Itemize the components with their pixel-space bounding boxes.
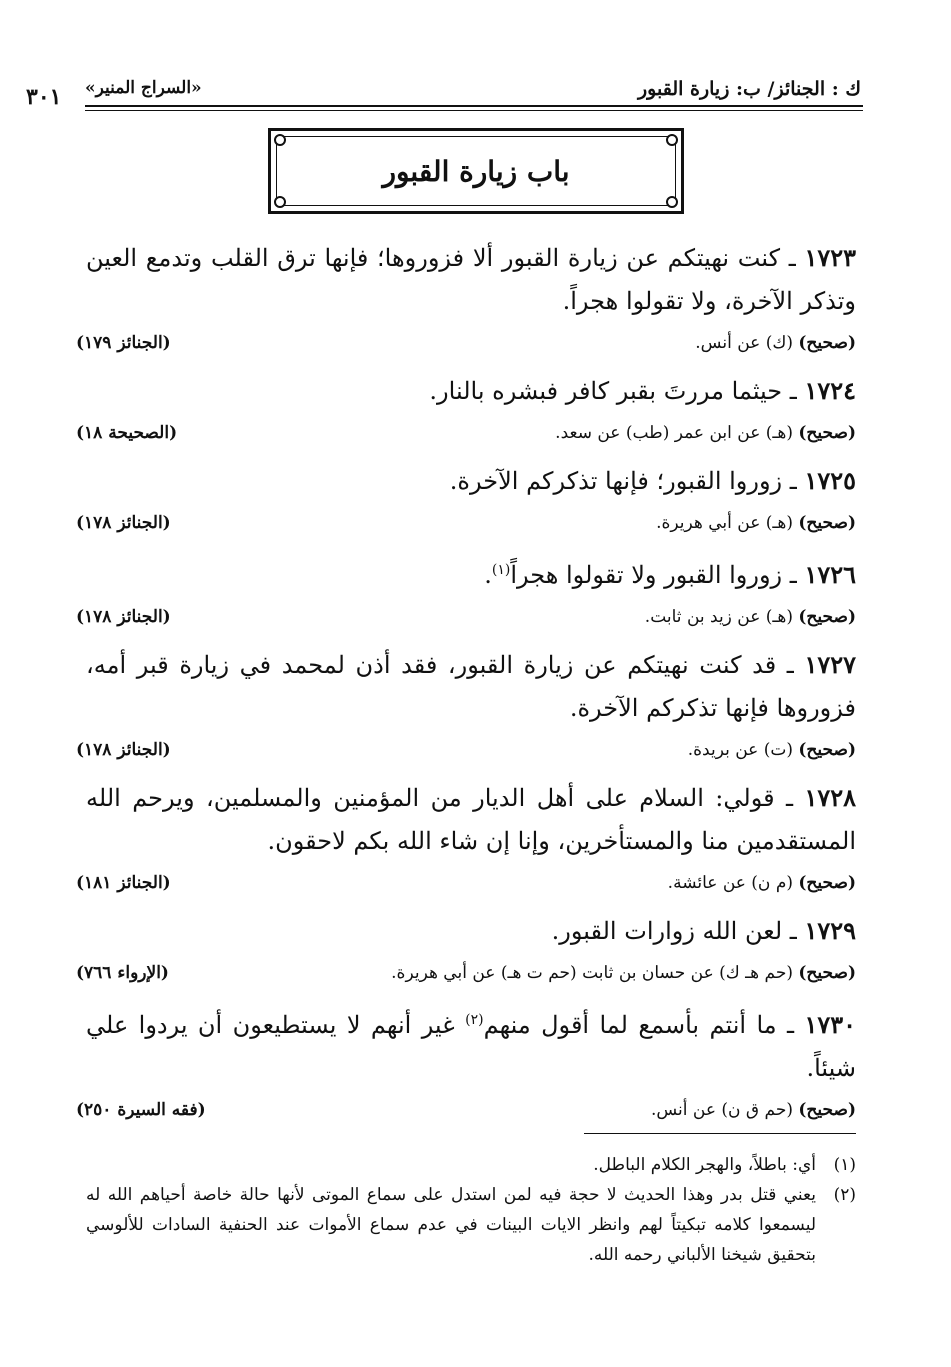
chapter-frame [268, 128, 684, 214]
hadith-number: ١٧٢٣ [804, 243, 856, 272]
hadith-number: ١٧٢٥ [804, 466, 856, 495]
footnote [86, 1180, 856, 1270]
hadith-grade: (صحيح) [798, 873, 856, 893]
footnote-marker[interactable]: (٢) [465, 1012, 484, 1028]
hadith-number: ١٧٢٤ [804, 376, 856, 405]
hadith-reference: (الجنائز ١٧٩) [76, 333, 171, 353]
hadith-text-end: . [484, 561, 492, 589]
hadith-text: كنت نهيتكم عن زيارة القبور ألا فزوروها؛ فإنها ترق القلب وتدمع العين وتذكر الآخرة، ولا تقولوا هجراً. [86, 244, 856, 315]
hadith-text: لعن الله زوارات القبور. [551, 917, 783, 945]
hadith-entry: ١٧٢٧ ـ قد كنت نهيتكم عن زيارة القبور، فقد أذن لمحمد في زيارة قبر أمه، فزوروها فإنها تذكركم الآخرة. (صحيح) (ت) عن بريدة. (الجنائز ١٧٨) [76, 650, 856, 760]
hadith-sources: (ك) عن أنس. [695, 333, 793, 353]
frame-corner-ornament [666, 196, 678, 208]
hadith-text: زوروا القبور ولا تقولوا هجراً [510, 561, 783, 589]
hadith-grade: (صحيح) [798, 963, 856, 983]
footnote-text: أي: باطلاً، والهجر الكلام الباطل. [593, 1155, 816, 1175]
hadith-grade: (صحيح) [798, 333, 856, 353]
book-title: «السراج المنير» [85, 78, 202, 98]
hadith-entry: ١٧٢٨ ـ قولي: السلام على أهل الديار من المؤمنين والمسلمين، ويرحم الله المستقدمين منا والمستأخرين، وإنا إن شاء الله بكم لاحقون. (صحيح) (م ن) عن عائشة. (الجنائز ١٨١) [76, 783, 857, 893]
hadith-reference: (الجنائز ١٨١) [76, 873, 171, 893]
page-number: ٣٠١ [26, 84, 62, 110]
hadith-sources: (هـ) عن ابن عمر (طب) عن سعد. [555, 423, 793, 443]
hadith-number: ١٧٣٠ [804, 1010, 856, 1039]
hadith-grade: (صحيح) [798, 423, 856, 443]
chapter-reference: ك : الجنائز/ ب: زيارة القبور [638, 78, 861, 100]
hadith-number: ١٧٢٧ [804, 650, 856, 679]
footnotes [86, 1150, 856, 1270]
frame-corner-ornament [274, 196, 286, 208]
hadith-entry: ١٧٢٥ ـ زوروا القبور؛ فإنها تذكركم الآخرة. (صحيح) (هـ) عن أبي هريرة. (الجنائز ١٧٨) [76, 466, 856, 533]
hadith-number: ١٧٢٩ [804, 916, 856, 945]
hadith-number: ١٧٢٨ [804, 783, 857, 812]
running-header [0, 78, 951, 110]
hadith-reference: (الجنائز ١٧٨) [76, 607, 171, 627]
hadith-reference: (فقه السيرة ٢٥٠) [76, 1100, 206, 1120]
hadith-entry: ١٧٢٣ ـ كنت نهيتكم عن زيارة القبور ألا فزوروها؛ فإنها ترق القلب وتدمع العين وتذكر الآخرة، ولا تقولوا هجراً. (صحيح) (ك) عن أنس. (الجنائز ١٧٩) [76, 243, 856, 353]
hadith-reference: (الجنائز ١٧٨) [76, 513, 171, 533]
hadith-text-end: غير أنهم لا يستطيعون أن يردوا علي شيئاً. [86, 1011, 856, 1082]
hadith-sources: (حم هـ ك) عن حسان بن ثابت (حم ت هـ) عن أبي هريرة. [391, 963, 793, 983]
hadith-entry: ١٧٢٤ ـ حيثما مررتَ بقبر كافر فبشره بالنار. (صحيح) (هـ) عن ابن عمر (طب) عن سعد. (الصحيحة ١٨) [76, 376, 856, 443]
hadith-grade: (صحيح) [798, 740, 856, 760]
chapter-title: باب زيارة القبور [382, 154, 570, 188]
hadith-text: ما أنتم بأسمع لما أقول منهم [483, 1011, 777, 1039]
hadith-reference: (الإرواء ٧٦٦) [76, 963, 169, 983]
hadith-number: ١٧٢٦ [804, 560, 856, 589]
chapter-frame-inner [276, 136, 676, 206]
hadith-entry: ١٧٢٩ ـ لعن الله زوارات القبور. (صحيح) (حم هـ ك) عن حسان بن ثابت (حم ت هـ) عن أبي هريرة. (الإرواء ٧٦٦) [76, 916, 856, 983]
hadith-list [76, 236, 857, 1136]
header-rule-thin [85, 110, 863, 111]
hadith-sources: (م ن) عن عائشة. [667, 873, 793, 893]
hadith-grade: (صحيح) [798, 513, 856, 533]
hadith-text: حيثما مررتَ بقبر كافر فبشره بالنار. [429, 377, 783, 405]
header-rule [85, 105, 863, 107]
hadith-text: زوروا القبور؛ فإنها تذكركم الآخرة. [449, 467, 783, 495]
hadith-reference: (الجنائز ١٧٨) [76, 740, 171, 760]
footnote-separator [584, 1133, 856, 1134]
hadith-sources: (هـ) عن زيد بن ثابت. [644, 607, 793, 627]
hadith-sources: (هـ) عن أبي هريرة. [656, 513, 793, 533]
footnote-number: (١) [833, 1155, 856, 1175]
frame-corner-ornament [274, 134, 286, 146]
hadith-text: قد كنت نهيتكم عن زيارة القبور، فقد أذن لمحمد في زيارة قبر أمه، فزوروها فإنها تذكركم الآخرة. [86, 651, 856, 722]
footnote-number: (٢) [833, 1185, 856, 1205]
footnote [86, 1150, 856, 1180]
footnote-marker[interactable]: (١) [491, 562, 511, 578]
hadith-sources: (ت) عن بريدة. [687, 740, 793, 760]
hadith-grade: (صحيح) [798, 607, 856, 627]
frame-corner-ornament [666, 134, 678, 146]
footnote-text: يعني قتل بدر وهذا الحديث لا حجة فيه لمن استدل على سماع الموتى لأنها حالة خاصة أحياهم الله له ليسمعوا كلامه تبكيتاً لهم وانظر الايات البينات في عدم سماع الأموات عند الحنفية السادات للألوسي بتحقيق شيخنا الألباني رحمه الله. [86, 1185, 816, 1265]
hadith-text: قولي: السلام على أهل الديار من المؤمنين والمسلمين، ويرحم الله المستقدمين منا والمستأخرين، وإنا إن شاء الله بكم لاحقون. [86, 784, 856, 855]
hadith-entry: ١٧٢٦ ـ زوروا القبور ولا تقولوا هجراً$^{(١)}$. (صحيح) (هـ) عن زيد بن ثابت. (الجنائز ١٧٨) [76, 560, 856, 627]
hadith-entry: ١٧٣٠ ـ ما أنتم بأسمع لما أقول منهم$^{(٢)}$ غير أنهم لا يستطيعون أن يردوا علي شيئاً. (صحيح) (حم ق ن) عن أنس. (فقه السيرة ٢٥٠) [76, 1010, 856, 1120]
hadith-reference: (الصحيحة ١٨) [76, 423, 178, 443]
hadith-sources: (حم ق ن) عن أنس. [650, 1100, 793, 1120]
hadith-grade: (صحيح) [798, 1100, 856, 1120]
